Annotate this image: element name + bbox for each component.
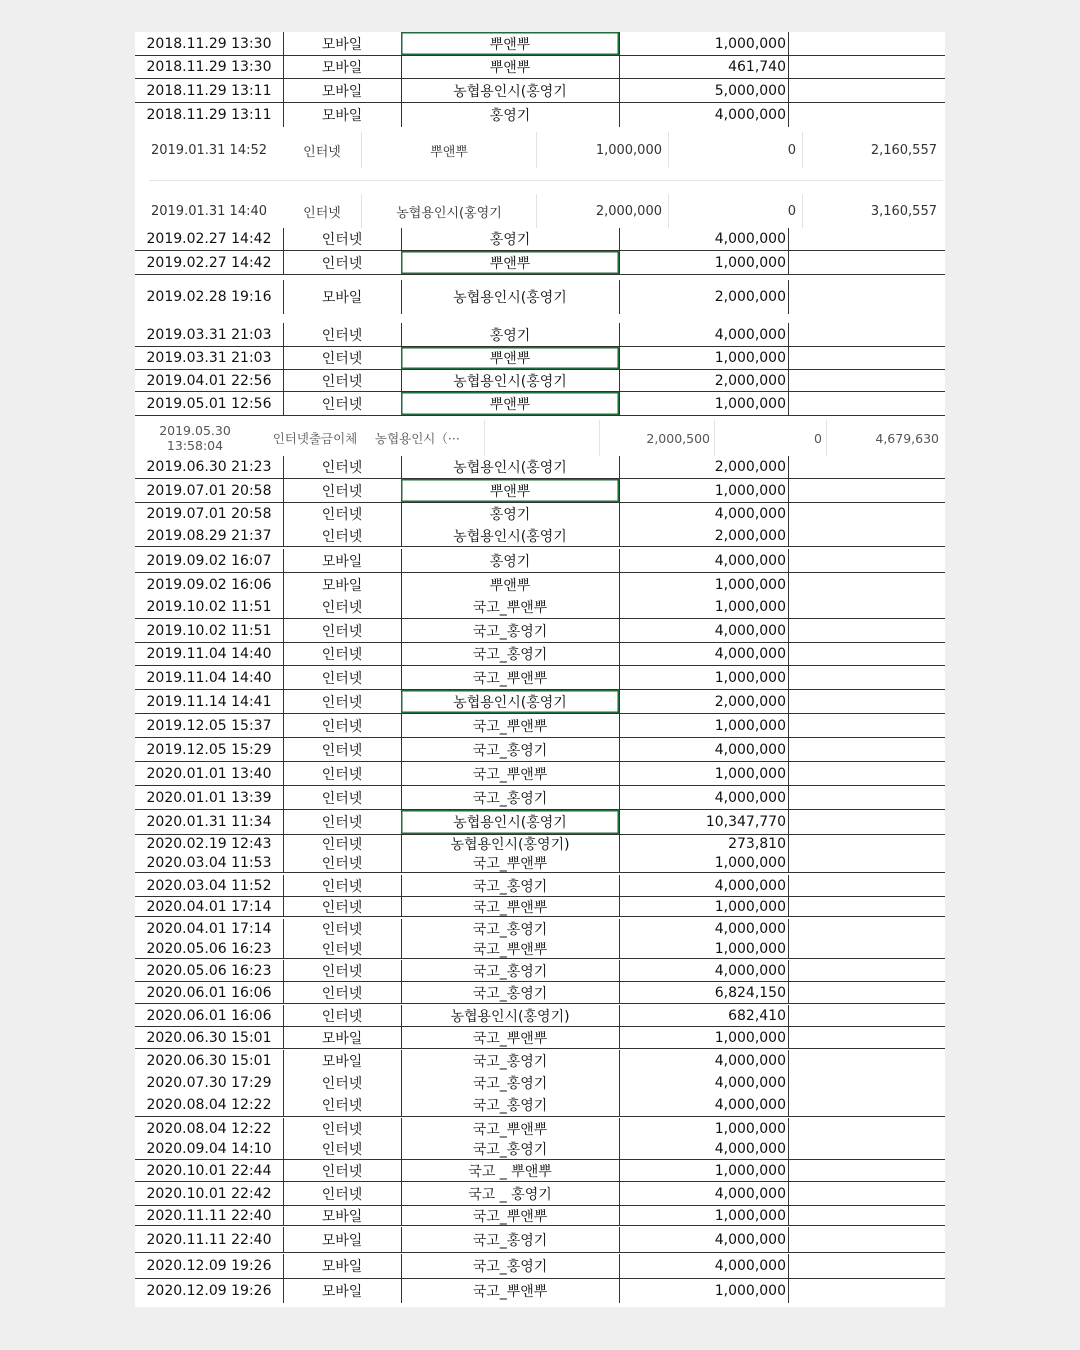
balance-cell: 2,160,557: [870, 142, 937, 158]
memo-cell: 농협용인시(홍영기: [401, 456, 620, 478]
date-cell: 2020.03.04 11:53: [135, 853, 284, 872]
channel-cell: 인터넷: [283, 939, 402, 958]
date-cell: 2020.06.01 16:06: [135, 982, 284, 1003]
memo-cell: 국고_뿌앤뿌: [401, 762, 620, 785]
memo-cell: 국고_뿌앤뿌: [401, 666, 620, 689]
table-row: [135, 1072, 945, 1094]
amount-cell: 1,000,000: [619, 392, 789, 415]
date-cell: 2019.11.04 14:40: [135, 643, 284, 665]
memo-cell: 국고_홍영기: [401, 1139, 620, 1159]
amount-cell: 682,410: [619, 1005, 789, 1026]
table-row: [135, 503, 945, 525]
deposit-cell: 0: [715, 420, 827, 456]
amount-cell: 10,347,770: [619, 810, 789, 834]
table-row: [135, 456, 945, 479]
table-row: [135, 1254, 945, 1279]
date-cell: 2019.09.02 16:06: [135, 573, 284, 596]
amount-cell: 2,000,000: [619, 690, 789, 713]
memo-cell: 뿌앤뿌: [401, 392, 620, 415]
memo-cell: 홍영기: [401, 503, 620, 525]
table-row: [135, 479, 945, 503]
memo-cell: 국고_홍영기: [401, 1072, 620, 1094]
table-row: [135, 228, 945, 251]
table-row: [135, 1094, 945, 1117]
channel-cell: 모바일: [283, 1027, 402, 1048]
memo-cell: 국고_홍영기: [401, 1094, 620, 1116]
date-cell: 2020.10.01 22:42: [135, 1182, 284, 1205]
channel-cell: 인터넷: [283, 1005, 402, 1026]
date-cell: [135, 420, 255, 456]
date-cell: 2019.09.02 16:07: [135, 549, 284, 572]
memo-cell: 국고_뿌앤뿌: [401, 714, 620, 737]
amount-cell: 273,810: [619, 835, 789, 853]
channel-cell: 모바일: [283, 1279, 402, 1303]
table-row: [135, 1118, 945, 1139]
amount-cell: 1,000,000: [619, 1206, 789, 1225]
memo-cell: 국고 _ 뿌앤뿌: [401, 1160, 620, 1181]
insert-row: [135, 420, 945, 456]
table-row: [135, 392, 945, 416]
memo-cell: 농협용인시(홍영기: [401, 79, 620, 102]
date-cell: 2019.10.02 11:51: [135, 619, 284, 642]
channel-cell: 인터넷: [283, 525, 402, 546]
amount-cell: 2,000,000: [619, 456, 789, 478]
channel-cell: 모바일: [283, 1227, 402, 1252]
memo-cell: 국고_뿌앤뿌: [401, 1118, 620, 1139]
memo-cell: 농협용인시(홍영기: [361, 194, 537, 228]
date-cell: 2020.01.01 13:40: [135, 762, 284, 785]
table-row: [135, 643, 945, 666]
date-cell: 2020.01.01 13:39: [135, 786, 284, 809]
channel-cell: 인터넷: [283, 228, 402, 250]
amount-cell: 461,740: [619, 56, 789, 78]
memo-cell: 농협용인시(홍영기: [401, 810, 620, 834]
memo-cell: 국고_홍영기: [401, 919, 620, 939]
date-cell: 2019.12.05 15:29: [135, 738, 284, 761]
amount-cell: 1,000,000: [619, 573, 789, 596]
memo-cell: 뿌앤뿌: [401, 347, 620, 369]
date-cell: 2020.10.01 22:44: [135, 1160, 284, 1181]
amount-cell: 2,000,500: [599, 420, 715, 456]
memo-cell: 뿌앤뿌: [401, 32, 620, 55]
memo-cell: 농협용인시(홍영기): [401, 1005, 620, 1026]
date-line: 2019.05.30: [159, 423, 231, 438]
amount-cell: 1,000,000: [619, 666, 789, 689]
channel-cell: 인터넷: [283, 619, 402, 642]
date-cell: 2020.08.04 12:22: [135, 1094, 284, 1116]
date-cell: 2020.07.30 17:29: [135, 1072, 284, 1094]
date-cell: 2018.11.29 13:30: [135, 56, 284, 78]
transaction-document: [135, 32, 945, 1307]
table-row: [135, 1206, 945, 1226]
memo-cell: 농협용인시(홍영기: [401, 525, 620, 546]
amount-cell: 1,000,000: [619, 1027, 789, 1048]
memo-cell: 홍영기: [401, 228, 620, 250]
amount-cell: 4,000,000: [619, 228, 789, 250]
table-row: [135, 370, 945, 392]
date-cell: 2020.11.11 22:40: [135, 1206, 284, 1225]
table-row: [135, 714, 945, 738]
date-cell: 2019.01.31 14:40: [150, 203, 268, 219]
amount-cell: 4,000,000: [619, 875, 789, 896]
date-cell: 2020.12.09 19:26: [135, 1279, 284, 1303]
table-row: [135, 960, 945, 982]
memo-cell: 국고_뿌앤뿌: [401, 939, 620, 958]
table-row: [135, 810, 945, 835]
memo-cell: 국고_홍영기: [401, 875, 620, 896]
table-row: [135, 79, 945, 103]
channel-cell: 모바일: [283, 1254, 402, 1278]
channel-cell: 모바일: [283, 32, 402, 55]
date-cell: 2019.11.14 14:41: [135, 690, 284, 713]
table-row: [135, 1182, 945, 1206]
date-cell: 2020.05.06 16:23: [135, 939, 284, 958]
memo-cell: 국고_뿌앤뿌: [401, 1027, 620, 1048]
date-cell: 2018.11.29 13:30: [135, 32, 284, 55]
amount-cell: 1,000,000: [619, 1118, 789, 1139]
memo-cell: 국고_뿌앤뿌: [401, 596, 620, 618]
date-cell: 2020.02.19 12:43: [135, 835, 284, 853]
memo-cell: 농협용인시(홍영기: [401, 690, 620, 713]
channel-cell: 인터넷: [303, 205, 341, 221]
channel-cell: 인터넷: [283, 1139, 402, 1159]
amount-cell: 4,000,000: [619, 503, 789, 525]
channel-cell: 인터넷: [283, 738, 402, 761]
channel-cell: 인터넷: [283, 1094, 402, 1116]
date-stack: [159, 423, 231, 453]
table-row: [135, 786, 945, 810]
deposit-cell: 0: [669, 194, 803, 228]
date-cell: 2020.08.04 12:22: [135, 1118, 284, 1139]
channel-cell: 인터넷출금이체: [272, 431, 358, 446]
date-cell: 2020.04.01 17:14: [135, 897, 284, 916]
memo-cell: 국고_홍영기: [401, 1050, 620, 1072]
amount-cell: 6,824,150: [619, 982, 789, 1003]
amount-cell: 1,000,000: [619, 1279, 789, 1303]
date-cell: 2020.06.30 15:01: [135, 1050, 284, 1072]
time-line: 13:58:04: [166, 438, 224, 453]
amount-cell: 4,000,000: [619, 1094, 789, 1116]
memo-cell: 뿌앤뿌: [401, 251, 620, 274]
table-row: [135, 897, 945, 917]
date-cell: 2020.09.04 14:10: [135, 1139, 284, 1159]
memo-cell: 뿌앤뿌: [361, 132, 537, 168]
memo-cell: 국고_홍영기: [401, 982, 620, 1003]
memo-cell: 농협용인시(홍영기: [401, 370, 620, 391]
date-cell: 2020.11.11 22:40: [135, 1227, 284, 1252]
amount-cell: 4,000,000: [619, 1139, 789, 1159]
amount-cell: 4,000,000: [619, 1072, 789, 1094]
amount-cell: 4,000,000: [619, 103, 789, 127]
channel-cell: 인터넷: [283, 596, 402, 618]
date-cell: 2019.12.05 15:37: [135, 714, 284, 737]
channel-cell: 인터넷: [283, 1118, 402, 1139]
table-row: [135, 1279, 945, 1303]
memo-cell: 국고_뿌앤뿌: [401, 1206, 620, 1225]
table-row: [135, 1050, 945, 1072]
table-row: [135, 56, 945, 79]
deposit-cell: 0: [669, 132, 803, 168]
amount-cell: 1,000,000: [535, 132, 669, 168]
date-cell: 2019.11.04 14:40: [135, 666, 284, 689]
amount-cell: 4,000,000: [619, 786, 789, 809]
table-row: [135, 619, 945, 643]
date-cell: 2019.10.02 11:51: [135, 596, 284, 618]
amount-cell: 4,000,000: [619, 1254, 789, 1278]
memo-cell: 국고_홍영기: [401, 643, 620, 665]
channel-cell: 인터넷: [283, 960, 402, 981]
amount-cell: 1,000,000: [619, 251, 789, 274]
table-row: [135, 347, 945, 370]
amount-cell: 4,000,000: [619, 919, 789, 939]
date-cell: 2019.05.01 12:56: [135, 392, 284, 415]
channel-cell: 인터넷: [283, 690, 402, 713]
date-cell: 2019.07.01 20:58: [135, 479, 284, 502]
table-row: [135, 939, 945, 959]
table-row: [135, 596, 945, 619]
date-cell: 2019.04.01 22:56: [135, 370, 284, 391]
channel-cell: 인터넷: [283, 1072, 402, 1094]
channel-cell: 모바일: [283, 549, 402, 572]
date-cell: 2019.03.31 21:03: [135, 323, 284, 346]
memo-cell: 뿌앤뿌: [401, 56, 620, 78]
amount-cell: 1,000,000: [619, 714, 789, 737]
channel-cell: 인터넷: [283, 919, 402, 939]
table-row: [135, 738, 945, 762]
amount-cell: 1,000,000: [619, 853, 789, 872]
channel-cell: 모바일: [283, 79, 402, 102]
channel-cell: 인터넷: [283, 982, 402, 1003]
amount-cell: 2,000,000: [619, 525, 789, 546]
amount-cell: 5,000,000: [619, 79, 789, 102]
table-row: [135, 1005, 945, 1027]
amount-cell: 1,000,000: [619, 596, 789, 618]
amount-cell: 4,000,000: [619, 1227, 789, 1252]
table-row: [135, 280, 945, 314]
amount-cell: 4,000,000: [619, 619, 789, 642]
channel-cell: 인터넷: [283, 392, 402, 415]
date-cell: 2020.05.06 16:23: [135, 960, 284, 981]
memo-cell: 국고_홍영기: [401, 960, 620, 981]
balance-cell: 4,679,630: [875, 430, 939, 446]
date-cell: 2019.02.27 14:42: [135, 228, 284, 250]
date-cell: 2019.07.01 20:58: [135, 503, 284, 525]
channel-cell: 모바일: [283, 573, 402, 596]
channel-cell: 인터넷: [283, 456, 402, 478]
channel-cell: 모바일: [283, 280, 402, 314]
date-cell: 2018.11.29 13:11: [135, 79, 284, 102]
amount-cell: 2,000,000: [535, 194, 669, 228]
channel-cell: 인터넷: [283, 1182, 402, 1205]
channel-cell: 인터넷: [283, 503, 402, 525]
date-cell: 2019.01.31 14:52: [150, 142, 268, 158]
memo-cell: 홍영기: [401, 549, 620, 572]
date-cell: 2019.02.27 14:42: [135, 251, 284, 274]
memo-cell: 농협용인시(홍영기): [401, 835, 620, 853]
memo-cell: 국고_뿌앤뿌: [401, 897, 620, 916]
channel-cell: 인터넷: [283, 786, 402, 809]
table-row: [135, 251, 945, 275]
date-cell: 2019.08.29 21:37: [135, 525, 284, 546]
date-cell: 2019.02.28 19:16: [135, 280, 284, 314]
table-row: [135, 875, 945, 897]
date-cell: 2020.06.30 15:01: [135, 1027, 284, 1048]
amount-cell: 4,000,000: [619, 960, 789, 981]
channel-cell: 인터넷: [283, 714, 402, 737]
table-row: [135, 525, 945, 547]
table-row: [135, 573, 945, 596]
channel-cell: 인터넷: [283, 897, 402, 916]
amount-cell: 2,000,000: [619, 370, 789, 391]
amount-cell: 4,000,000: [619, 549, 789, 572]
date-cell: 2020.01.31 11:34: [135, 810, 284, 834]
amount-cell: 1,000,000: [619, 479, 789, 502]
memo-cell: 국고_홍영기: [401, 786, 620, 809]
memo-cell: 국고_홍영기: [401, 1227, 620, 1252]
amount-cell: 1,000,000: [619, 897, 789, 916]
amount-cell: 4,000,000: [619, 1050, 789, 1072]
channel-cell: 인터넷: [283, 323, 402, 346]
amount-cell: 1,000,000: [619, 762, 789, 785]
table-row: [135, 1160, 945, 1182]
date-cell: 2019.03.31 21:03: [135, 347, 284, 369]
channel-cell: 모바일: [283, 56, 402, 78]
date-cell: 2018.11.29 13:11: [135, 103, 284, 127]
channel-cell: 인터넷: [283, 853, 402, 872]
channel-cell: 인터넷: [283, 347, 402, 369]
table-row: [135, 1139, 945, 1160]
memo-cell: 뿌앤뿌: [401, 573, 620, 596]
channel-cell: 모바일: [283, 1050, 402, 1072]
channel-cell: 인터넷: [283, 666, 402, 689]
memo-cell: 국고_홍영기: [401, 619, 620, 642]
amount-cell: 4,000,000: [619, 323, 789, 346]
memo-cell: 뿌앤뿌: [401, 479, 620, 502]
channel-cell: 인터넷: [283, 370, 402, 391]
amount-cell: 1,000,000: [619, 939, 789, 958]
table-row: [135, 549, 945, 573]
channel-cell: 인터넷: [283, 479, 402, 502]
table-row: [135, 982, 945, 1004]
memo-cell: 국고_홍영기: [401, 738, 620, 761]
insert-row: [135, 194, 945, 228]
date-cell: 2020.06.01 16:06: [135, 1005, 284, 1026]
table-row: [135, 32, 945, 56]
insert-row: [135, 132, 945, 168]
date-cell: 2020.04.01 17:14: [135, 919, 284, 939]
amount-cell: 1,000,000: [619, 347, 789, 369]
amount-cell: 4,000,000: [619, 1182, 789, 1205]
table-row: [135, 853, 945, 873]
amount-cell: 2,000,000: [619, 280, 789, 314]
table-row: [135, 666, 945, 690]
table-row: [135, 1227, 945, 1253]
date-cell: 2020.12.09 19:26: [135, 1254, 284, 1278]
table-row: [135, 762, 945, 786]
table-row: [135, 323, 945, 347]
memo-cell: 홍영기: [401, 323, 620, 346]
channel-cell: 인터넷: [283, 835, 402, 853]
amount-cell: 4,000,000: [619, 643, 789, 665]
channel-cell: 인터넷: [283, 875, 402, 896]
memo-cell: 농협용인시（···: [371, 420, 485, 456]
amount-cell: 1,000,000: [619, 32, 789, 55]
amount-cell: 4,000,000: [619, 738, 789, 761]
channel-cell: 인터넷: [283, 643, 402, 665]
date-cell: 2020.03.04 11:52: [135, 875, 284, 896]
date-cell: 2019.06.30 21:23: [135, 456, 284, 478]
channel-cell: 인터넷: [283, 1160, 402, 1181]
memo-cell: 홍영기: [401, 103, 620, 127]
memo-cell: 국고_홍영기: [401, 1254, 620, 1278]
memo-cell: 농협용인시(홍영기: [401, 280, 620, 314]
memo-cell: 국고_뿌앤뿌: [401, 1279, 620, 1303]
memo-cell: 국고 _ 홍영기: [401, 1182, 620, 1205]
channel-cell: 모바일: [283, 103, 402, 127]
table-row: [135, 103, 945, 127]
table-row: [135, 1027, 945, 1049]
amount-cell: 1,000,000: [619, 1160, 789, 1181]
balance-cell: 3,160,557: [870, 203, 937, 219]
channel-cell: 인터넷: [283, 762, 402, 785]
channel-cell: 인터넷: [303, 144, 341, 160]
channel-cell: 모바일: [283, 1206, 402, 1225]
channel-cell: 인터넷: [283, 251, 402, 274]
table-row: [135, 919, 945, 939]
memo-cell: 국고_뿌앤뿌: [401, 853, 620, 872]
table-row: [135, 835, 945, 853]
divider: [149, 180, 943, 181]
channel-cell: 인터넷: [283, 810, 402, 834]
table-row: [135, 690, 945, 714]
